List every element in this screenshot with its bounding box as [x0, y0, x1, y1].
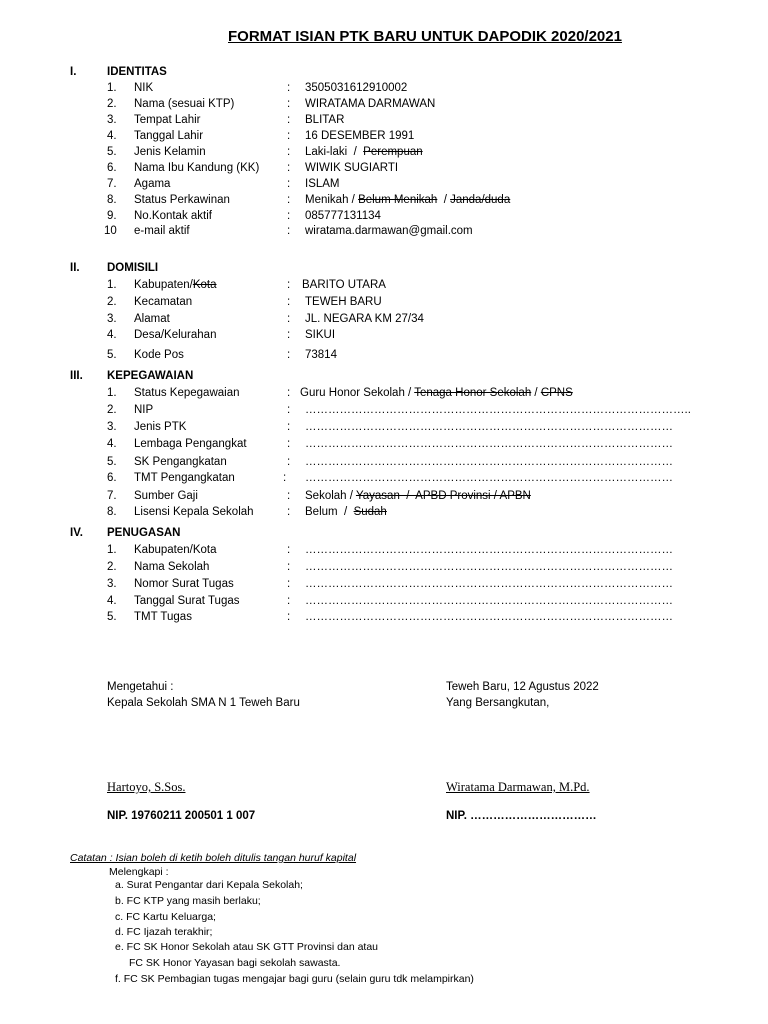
field-label: Alamat [134, 313, 170, 325]
section-4-heading: PENUGASAN [107, 527, 181, 539]
field-value: 085777131134 [305, 210, 381, 222]
section-2-heading: DOMISILI [107, 262, 159, 274]
field-placeholder-dots: …………………………………………………………………………………… [305, 438, 673, 450]
field-label: Sumber Gaji [134, 490, 198, 502]
field-placeholder-dots: …………………………………………………………………………………… [305, 456, 673, 468]
field-value: JL. NEGARA KM 27/34 [305, 313, 424, 325]
section-3-heading: KEPEGAWAIAN [107, 370, 194, 382]
field-value: Guru Honor Sekolah / Tenaga Honor Sekolah / CPNS [300, 387, 573, 399]
principal-nip: NIP. 19760211 200501 1 007 [107, 810, 256, 822]
field-placeholder-dots: …………………………………………………………………………………… [305, 421, 673, 433]
field-value: 16 DESEMBER 1991 [305, 130, 415, 142]
applicant-nip: NIP. …………………………… [446, 810, 597, 822]
field-placeholder-dots: …………………………………………………………………………………… [305, 611, 673, 623]
field-label: Status Perkawinan [134, 194, 230, 206]
field-label: Kecamatan [134, 296, 193, 308]
field-placeholder-dots: ……………………………………………………………………………………….. [305, 404, 691, 416]
field-value: Laki-laki / Perempuan [305, 146, 423, 158]
field-label: SK Pengangkatan [134, 456, 227, 468]
field-label: Tanggal Surat Tugas [134, 595, 240, 607]
place-date: Teweh Baru, 12 Agustus 2022 [446, 681, 599, 693]
field-label: Jenis PTK [134, 421, 187, 433]
field-placeholder-dots: …………………………………………………………………………………… [305, 595, 673, 607]
attachments-heading: Melengkapi : [109, 866, 169, 878]
field-label: Tanggal Lahir [134, 130, 204, 142]
field-label: Nama Sekolah [134, 561, 210, 573]
section-3-number: III. [70, 370, 83, 382]
field-value: WIRATAMA DARMAWAN [305, 98, 436, 110]
field-label: Status Kepegawaian [134, 387, 240, 399]
field-value: 73814 [305, 349, 337, 361]
applicant-name: Wiratama Darmawan, M.Pd. [446, 780, 590, 794]
field-value: TEWEH BARU [305, 296, 382, 308]
field-label: Nomor Surat Tugas [134, 578, 234, 590]
field-placeholder-dots: …………………………………………………………………………………… [305, 544, 673, 556]
applicant-label: Yang Bersangkutan, [446, 697, 550, 709]
field-value: SIKUI [305, 329, 336, 341]
acknowledged-label: Mengetahui : [107, 681, 174, 693]
attachment-item: a. Surat Pengantar dari Kepala Sekolah; [115, 879, 303, 891]
attachment-item: b. FC KTP yang masih berlaku; [115, 895, 261, 907]
section-2-number: II. [70, 262, 80, 274]
attachment-item: e. FC SK Honor Sekolah atau SK GTT Provinsi dan atau [115, 941, 379, 953]
notes-caption: Catatan : Isian boleh di ketih boleh ditulis tangan huruf kapital [70, 852, 357, 864]
attachment-item: d. FC Ijazah terakhir; [115, 926, 213, 938]
field-label: Lembaga Pengangkat [134, 438, 247, 450]
principal-title: Kepala Sekolah SMA N 1 Teweh Baru [107, 697, 300, 709]
field-placeholder-dots: …………………………………………………………………………………… [305, 472, 673, 484]
struck-option: Yayasan / APBD Provinsi / APBN [355, 490, 531, 502]
field-label: Jenis Kelamin [134, 146, 206, 158]
field-label: Nama (sesuai KTP) [134, 98, 235, 110]
page-title: FORMAT ISIAN PTK BARU UNTUK DAPODIK 2020/2021 [228, 28, 622, 45]
field-label: Tempat Lahir [134, 114, 201, 126]
field-label: Nama Ibu Kandung (KK) [134, 162, 260, 174]
field-label: Agama [134, 178, 171, 190]
section-1-number: I. [70, 66, 77, 78]
field-label: Kode Pos [134, 349, 184, 361]
attachment-item: f. FC SK Pembagian tugas mengajar bagi guru (selain guru tdk melampirkan) [115, 973, 474, 985]
struck-option: Belum Menikah [358, 194, 438, 206]
field-value: WIWIK SUGIARTI [305, 162, 399, 174]
section-1-heading: IDENTITAS [107, 66, 167, 78]
struck-option: Sudah [353, 506, 387, 518]
field-value: BLITAR [305, 114, 345, 126]
struck-option: Tenaga Honor Sekolah [414, 387, 532, 399]
field-label: NIK [134, 82, 154, 94]
field-label: Kabupaten/Kota [134, 544, 217, 556]
field-label: NIP [134, 404, 154, 416]
struck-option: CPNS [540, 387, 573, 399]
field-label: Desa/Kelurahan [134, 329, 217, 341]
field-label: Kabupaten/Kota [134, 279, 217, 291]
struck-option: Perempuan [363, 146, 423, 158]
field-value: wiratama.darmawan@gmail.com [305, 225, 473, 237]
field-label: e-mail aktif [134, 225, 190, 237]
field-label: TMT Pengangkatan [134, 472, 235, 484]
struck-option: Janda/duda [450, 194, 511, 206]
attachment-item: FC SK Honor Yayasan bagi sekolah sawasta. [129, 957, 341, 969]
field-label: Lisensi Kepala Sekolah [134, 506, 254, 518]
field-placeholder-dots: …………………………………………………………………………………… [305, 561, 673, 573]
field-value: ISLAM [305, 178, 340, 190]
field-value: Menikah / Belum Menikah / Janda/duda [305, 194, 511, 206]
attachment-item: c. FC Kartu Keluarga; [115, 911, 216, 923]
field-placeholder-dots: …………………………………………………………………………………… [305, 578, 673, 590]
field-value: Sekolah / Yayasan / APBD Provinsi / APBN [305, 490, 531, 502]
field-value: BARITO UTARA [302, 279, 386, 291]
field-value: 3505031612910002 [305, 82, 408, 94]
field-value: Belum / Sudah [305, 506, 387, 518]
field-label: TMT Tugas [134, 611, 192, 623]
section-4-number: IV. [70, 527, 84, 539]
principal-name: Hartoyo, S.Sos. [107, 780, 186, 794]
field-label: No.Kontak aktif [134, 210, 212, 222]
